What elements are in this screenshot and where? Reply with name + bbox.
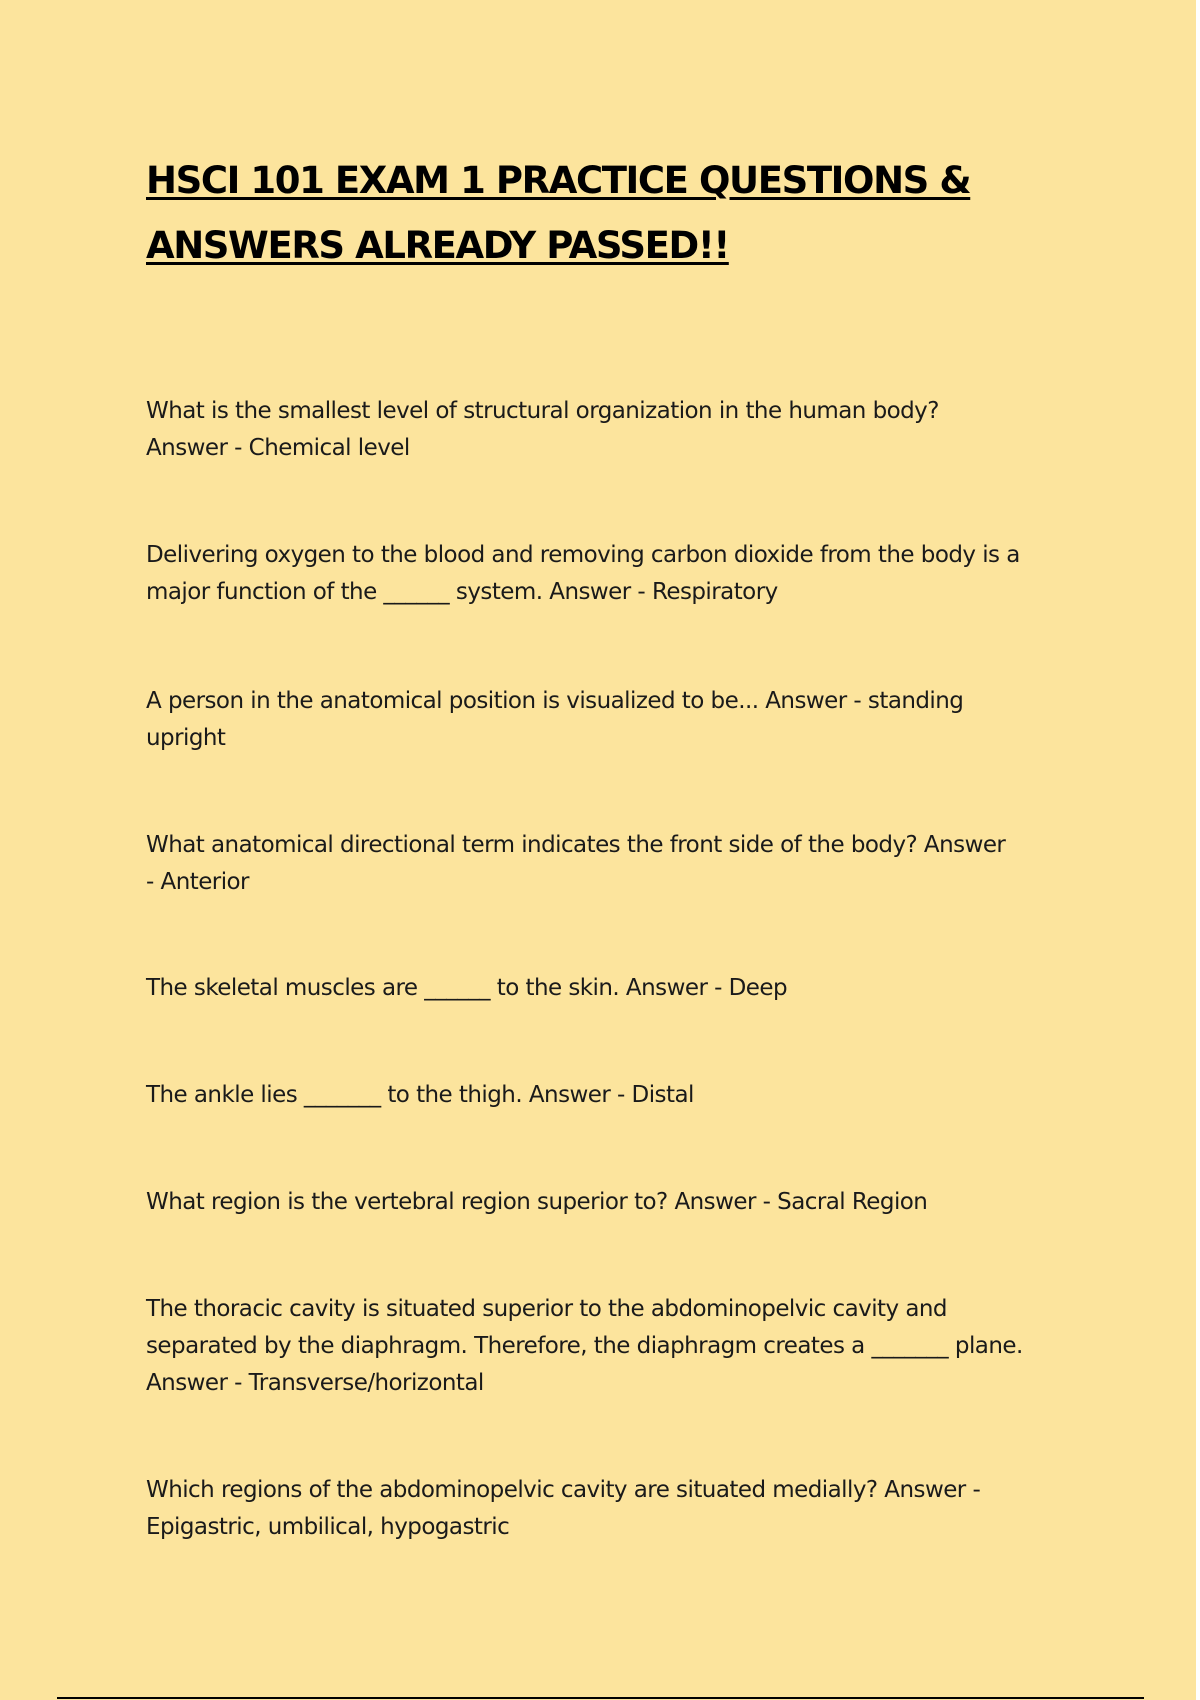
title-line: ANSWERS ALREADY PASSED!! — [146, 224, 729, 267]
qa-line: What is the smallest level of structural organization in the human body? — [146, 398, 939, 424]
qa-item — [146, 393, 1066, 467]
qa-item — [146, 970, 1066, 1007]
qa-item — [146, 537, 1066, 611]
qa-line: separated by the diaphragm. Therefore, the diaphragm creates a _______ plane. — [146, 1333, 1023, 1359]
footer-divider — [57, 1697, 1144, 1699]
qa-line: The thoracic cavity is situated superior to the abdominopelvic cavity and — [146, 1296, 947, 1322]
qa-item — [146, 1472, 1066, 1546]
qa-line: A person in the anatomical position is visualized to be... Answer - standing — [146, 688, 964, 714]
qa-line: Answer - Transverse/horizontal — [146, 1370, 484, 1396]
qa-line: - Anterior — [146, 869, 249, 895]
qa-line: What region is the vertebral region superior to? Answer - Sacral Region — [146, 1189, 928, 1215]
qa-line: Epigastric, umbilical, hypogastric — [146, 1514, 510, 1540]
qa-line: Which regions of the abdominopelvic cavity are situated medially? Answer - — [146, 1477, 981, 1503]
qa-line: Answer - Chemical level — [146, 435, 410, 461]
qa-item — [146, 1184, 1066, 1221]
qa-line: What anatomical directional term indicates the front side of the body? Answer — [146, 832, 1006, 858]
page-edge — [1196, 0, 1200, 1700]
qa-item — [146, 827, 1066, 901]
qa-line: major function of the ______ system. Answer - Respiratory — [146, 579, 778, 605]
title-line: HSCI 101 EXAM 1 PRACTICE QUESTIONS & — [146, 159, 971, 202]
qa-line: upright — [146, 725, 226, 751]
qa-item — [146, 683, 1066, 757]
qa-line: Delivering oxygen to the blood and removing carbon dioxide from the body is a — [146, 542, 1020, 568]
qa-item — [146, 1077, 1066, 1114]
qa-line: The skeletal muscles are ______ to the skin. Answer - Deep — [146, 975, 788, 1001]
document-title — [146, 148, 1046, 278]
qa-line: The ankle lies _______ to the thigh. Answer - Distal — [146, 1082, 694, 1108]
qa-item — [146, 1291, 1066, 1402]
